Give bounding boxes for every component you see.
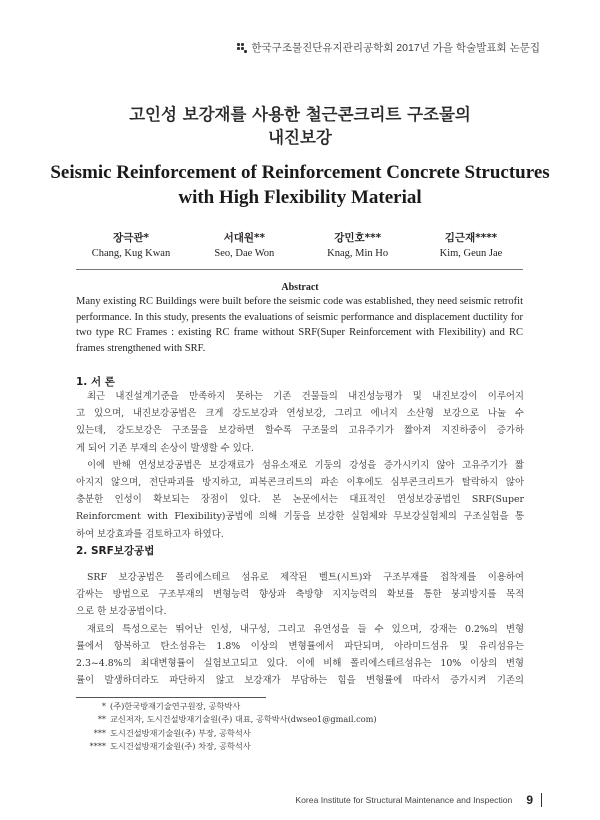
- abstract-text: Many existing RC Buildings were built before the seismic code was established, they need seismic retrofit performance. In this study, presents the evaluations of seismic performance and displacement ductility for two type RC Frames : existing RC frame without SRF(Super Reinforcement with Flexibility) and RC frames strengthened with SRF.: [76, 296, 523, 354]
- text-line: 2.3~4.8%의 최대변형률이 실험보고되고 있다. 이에 비해 폴리에스테르섬유는 10% 이상의 변형: [76, 658, 524, 670]
- text-line: 충분한 인성이 확보되는 장점이 있다. 본 논문에서는 대표적인 연성보강공법인 SRF(Super: [76, 494, 524, 506]
- page-number: 9: [526, 793, 533, 807]
- footnote: [76, 700, 377, 713]
- section-heading: 1. 서 론: [76, 376, 115, 388]
- footnote: [76, 727, 377, 740]
- page-footer: [295, 793, 542, 807]
- author-name-korean: 장극관*: [113, 232, 149, 244]
- text-line: 감싸는 방법으로 구조부재의 변형능력 향상과 축방향 지지능력의 확보를 통한 붕괴방지를 목적: [76, 589, 524, 601]
- english-title: [0, 160, 600, 210]
- text-line: 고 있으며, 내진보강공법은 크게 강도보강과 연성보강, 그리고 에너지 소산형 보강으로 나눌 수: [76, 408, 524, 420]
- author-name-korean: 김근재****: [444, 232, 498, 244]
- footnote-mark: ****: [89, 740, 106, 751]
- author: [189, 231, 299, 261]
- divider: [76, 269, 523, 270]
- text-line: 률이 발생하더라도 파단하지 않고 보강재가 부담하는 힘을 변형률에 따라서 증가시켜 기존의: [76, 675, 524, 687]
- author-name-korean: 강민호***: [334, 232, 382, 244]
- text-line: 있는데, 강도보강은 구조물을 보강하면 할수록 구조물의 고유주기가 짧아져 지진하중이 증가하: [76, 425, 524, 437]
- author-name-english: Chang, Kug Kwan: [91, 248, 171, 259]
- korean-title-line: 고인성 보강재를 사용한 철근콘크리트 구조물의: [129, 105, 471, 124]
- text-line: 최근 내진설계기준을 만족하지 못하는 기존 건물들의 내진성능평가 및 내진보강이 이루어지: [87, 391, 524, 402]
- author-name-korean: 서대원**: [223, 232, 266, 244]
- text-line: 하여 보강효과를 검토하고자 하였다.: [76, 528, 224, 540]
- author-name-english: Knag, Min Ho: [327, 248, 389, 259]
- section-heading: 2. SRF보강공법: [76, 545, 155, 557]
- author-name-english: Kim, Geun Jae: [439, 248, 503, 259]
- korean-title-line: 내진보강: [268, 128, 332, 147]
- korean-title: [0, 103, 600, 149]
- english-title-line: with High Flexibility Material: [178, 187, 422, 208]
- journal-name: 한국구조물진단유지관리공학회 2017년 가을 학술발표회 논문집: [251, 42, 540, 54]
- author: [303, 231, 413, 261]
- footnote-text: 교신저자, 도시건설방재기술원(주) 대표, 공학박사(dwseo1@gmail.com): [110, 714, 377, 725]
- footnotes: [76, 700, 377, 753]
- text-line: 률에서 항복하고 탄소섬유는 1.8% 이상의 변형률에서 파단되며, 아라미드섬유 및 유리섬유는: [76, 640, 524, 652]
- author: [76, 231, 186, 261]
- journal-logo-icon: [237, 43, 247, 53]
- text-line: Reinforcment with Flexibility)공법에 의해 기둥을 보강한 실험체와 무보강실험체의 구조실험을 통: [76, 511, 524, 523]
- section-body: [76, 388, 524, 543]
- text-line: 이에 반해 연성보강공법은 보강재료가 섬유소재로 기둥의 강성을 증가시키지 않아 고유주기가 짧: [87, 459, 524, 471]
- text-line: 으로 한 보강공법이다.: [76, 606, 167, 618]
- text-line: 재료의 특성으로는 뛰어난 인성, 내구성, 그리고 유연성을 들 수 있으며, 강재는 0.2%의 변형: [87, 623, 524, 635]
- footnote-mark: *: [101, 701, 106, 711]
- footnote-text: 도시건설방재기술원(주) 부장, 공학석사: [110, 727, 251, 738]
- footnote-divider: [76, 697, 266, 698]
- footnote: [76, 740, 377, 753]
- section-body: [76, 569, 524, 689]
- author-name-english: Seo, Dae Won: [214, 248, 275, 259]
- english-title-line: Seismic Reinforcement of Reinforcement Concrete Structures: [50, 162, 550, 183]
- footnote-text: 도시건설방재기술원(주) 차장, 공학석사: [110, 740, 251, 751]
- footnote-mark: **: [97, 714, 106, 725]
- text-line: 아지지 않으며, 전단파괴를 방지하고, 피복콘크리트의 파손 이후에도 심부콘크리트가 탈락하지 않아: [76, 477, 524, 489]
- footnote-text: (주)한국방재기술연구원장, 공학박사: [110, 701, 241, 711]
- author-list: [76, 231, 526, 261]
- text-line: 게 되어 기존 부재의 손상이 발생할 수 있다.: [76, 442, 254, 454]
- running-header: [237, 40, 540, 55]
- abstract-heading: Abstract: [281, 282, 319, 293]
- footnote: [76, 713, 377, 726]
- footer-organization: Korea Institute for Structural Maintenance and Inspection: [295, 795, 513, 805]
- footer-bar: [541, 793, 542, 807]
- author: [416, 231, 526, 261]
- text-line: SRF 보강공법은 폴리에스테르 섬유로 제작된 벨트(시트)와 구조부재를 접착제를 이용하여: [87, 572, 524, 583]
- footnote-mark: ***: [93, 727, 106, 738]
